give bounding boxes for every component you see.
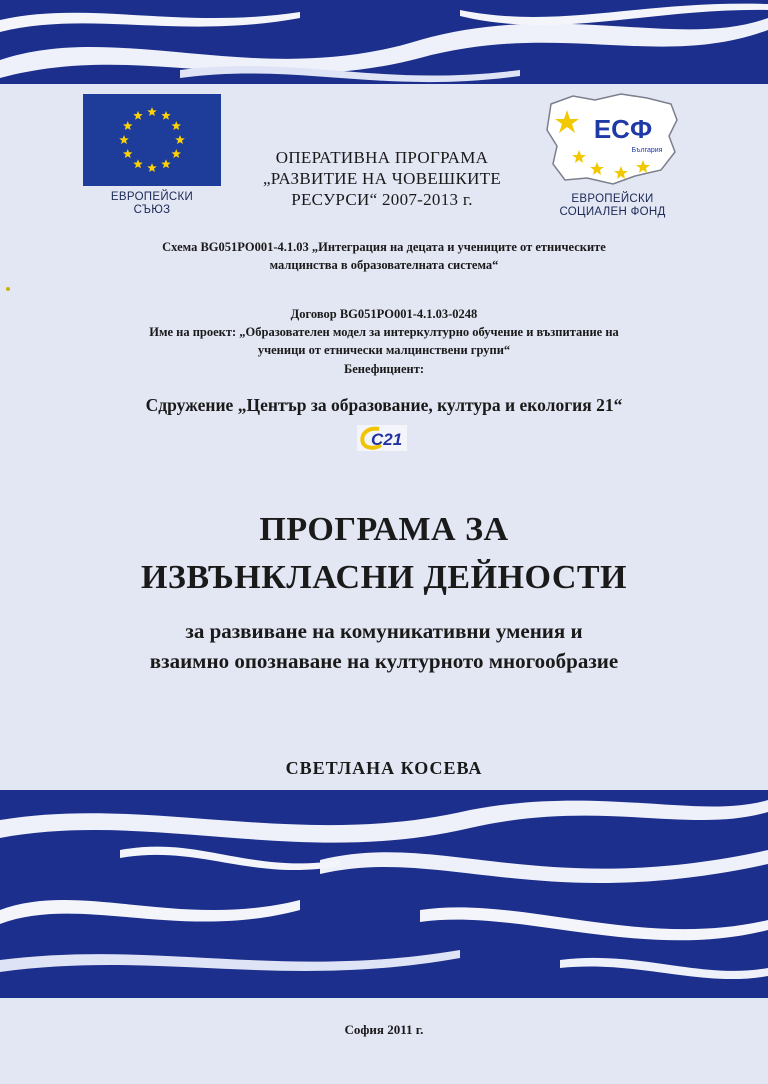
programme-line2: „РАЗВИТИЕ НА ЧОВЕШКИТЕ <box>262 169 502 188</box>
eu-star-icon <box>171 121 181 130</box>
eu-star-icon <box>119 135 129 144</box>
eu-logo <box>82 94 222 217</box>
esf-logo <box>540 90 685 219</box>
esf-caption-line2: СОЦИАЛЕН ФОНД <box>559 206 666 218</box>
scheme-line1: Схема BG051PO001-4.1.03 „Интеграция на децата и учениците от етническите <box>162 240 606 254</box>
eu-star-icon <box>175 135 185 144</box>
project-name-line2: ученици от етнически малцинствени групи“ <box>257 343 511 357</box>
scheme-block <box>0 238 768 274</box>
project-name-line1: Име на проект: „Образователен модел за интеркултурно обучение и възпитание на <box>149 325 619 339</box>
footer-place-year: София 2011 г. <box>344 1022 424 1037</box>
beneficiary-label: Бенефициент: <box>343 362 425 376</box>
programme-line3: РЕСУРСИ“ 2007-2013 г. <box>291 190 473 209</box>
subtitle <box>0 616 768 676</box>
eu-caption-line1: ЕВРОПЕЙСКИ <box>110 191 194 203</box>
eu-star-icon <box>147 107 157 116</box>
c21-logo-text: C21 <box>371 430 403 449</box>
eu-star-icon <box>123 121 133 130</box>
eu-star-icon <box>133 159 143 168</box>
contract-block <box>0 305 768 359</box>
main-title <box>0 506 768 602</box>
esf-country: България <box>631 147 662 154</box>
programme-line1: ОПЕРАТИВНА ПРОГРАМА <box>275 148 489 167</box>
main-title-line1: ПРОГРАМА ЗА <box>259 511 509 548</box>
author-name: СВЕТЛАНА КОСЕВА <box>285 758 483 778</box>
main-title-line2: ИЗВЪНКЛАСНИ ДЕЙНОСТИ <box>140 559 628 596</box>
eu-caption-line2: СЪЮЗ <box>133 204 171 216</box>
margin-dot <box>6 287 10 291</box>
eu-star-icon <box>123 149 133 158</box>
eu-star-icon <box>161 111 171 120</box>
subtitle-line1: за развиване на комуникативни умения и <box>185 619 583 643</box>
bottom-decorative-band <box>0 790 768 998</box>
esf-abbr: ЕСФ <box>593 114 652 144</box>
c21-logo-icon <box>357 425 407 451</box>
subtitle-line2: взаимно опознаване на културното многообразие <box>149 649 619 673</box>
eu-star-icon <box>133 111 143 120</box>
eu-star-icon <box>161 159 171 168</box>
eu-star-icon <box>171 149 181 158</box>
scheme-line2: малцинства в образователната система“ <box>269 258 499 272</box>
eu-flag-icon <box>83 94 221 186</box>
association-name: Сдружение „Център за образование, култура и екология 21“ <box>145 395 623 415</box>
esf-caption-line1: ЕВРОПЕЙСКИ <box>571 193 654 205</box>
eu-star-icon <box>147 163 157 172</box>
top-decorative-band <box>0 0 768 92</box>
contract-number: Договор BG051PO001-4.1.03-0248 <box>290 307 478 321</box>
bulgaria-map-icon <box>543 90 683 188</box>
programme-heading <box>232 147 532 210</box>
